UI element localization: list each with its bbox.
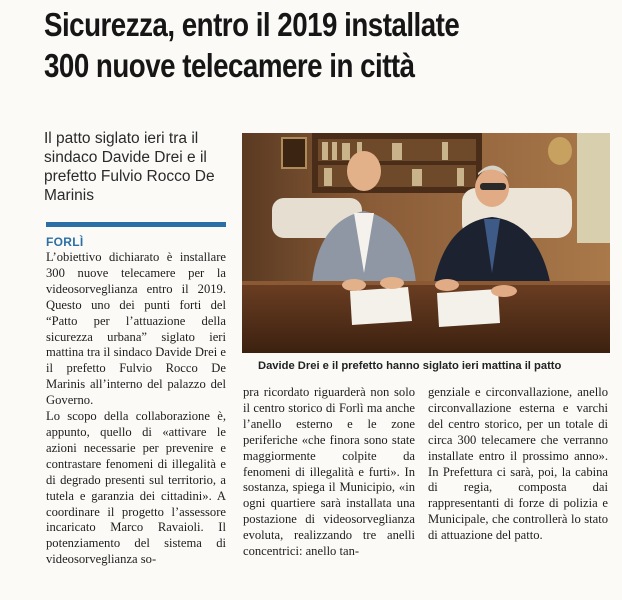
paragraph-4: genziale e circonvallazione, anello circonvallazione esterna e varchi del centro storico, per un totale di circa 300 telecamere che verranno installate entro il prossimo anno». In Prefettura ci sarà, poi, la cabina di regia, composta dai rappresentanti di forze di polizia e Municipale, che controllerà lo stato di attuazione del patto. bbox=[428, 385, 608, 543]
photo-caption: Davide Drei e il prefetto hanno siglato ieri mattina il patto bbox=[258, 360, 562, 372]
headline-line-1: Sicurezza, entro il 2019 installate bbox=[44, 6, 460, 43]
article-column-3 bbox=[428, 385, 608, 544]
headline bbox=[44, 4, 523, 86]
subhead: Il patto siglato ieri tra il sindaco Davide Drei e il prefetto Fulvio Rocco De Marinis bbox=[44, 130, 215, 204]
headline-line-2: 300 nuove telecamere in città bbox=[44, 47, 415, 84]
article-column-2 bbox=[243, 385, 415, 560]
paragraph-1: L’obiettivo dichiarato è installare 300 nuove telecamere per la videosorveglianza entro il 2019. Questo uno dei punti forti del “Patto per l’attuazione della sicurezza urbana” siglato ieri mattina tra il sindaco Davide Drei e il prefetto Fulvio Rocco De Marinis all’interno del palazzo del Governo. bbox=[46, 250, 226, 408]
paragraph-2: Lo scopo della collaborazione è, appunto, quello di «attivare le azioni necessarie per prevenire e contrastare fenomeni di illegalità e di degrado presenti sul territorio, a tutela e garanzia dei cittadini». A coordinare il progetto l’assessore incaricato Marco Ravaioli. Il potenziamento del sistema di videosorveglianza so- bbox=[46, 409, 226, 567]
dateline: FORLÌ bbox=[46, 235, 84, 249]
article-photo bbox=[242, 133, 610, 353]
paragraph-3: pra ricordato riguarderà non solo il centro storico di Forlì ma anche l’anello esterno e le zone periferiche «che finora sono state maggiormente colpite da fenomeni di illegalità e furti». In sostanza, spiega il Municipio, «in ogni quartiere sarà installata una postazione di videosorveglianza evoluta, realizzando tre anelli concentrici: anello tan- bbox=[243, 385, 415, 559]
photo-illustration bbox=[242, 133, 610, 353]
article-column-1 bbox=[46, 250, 226, 568]
section-rule bbox=[46, 222, 226, 227]
